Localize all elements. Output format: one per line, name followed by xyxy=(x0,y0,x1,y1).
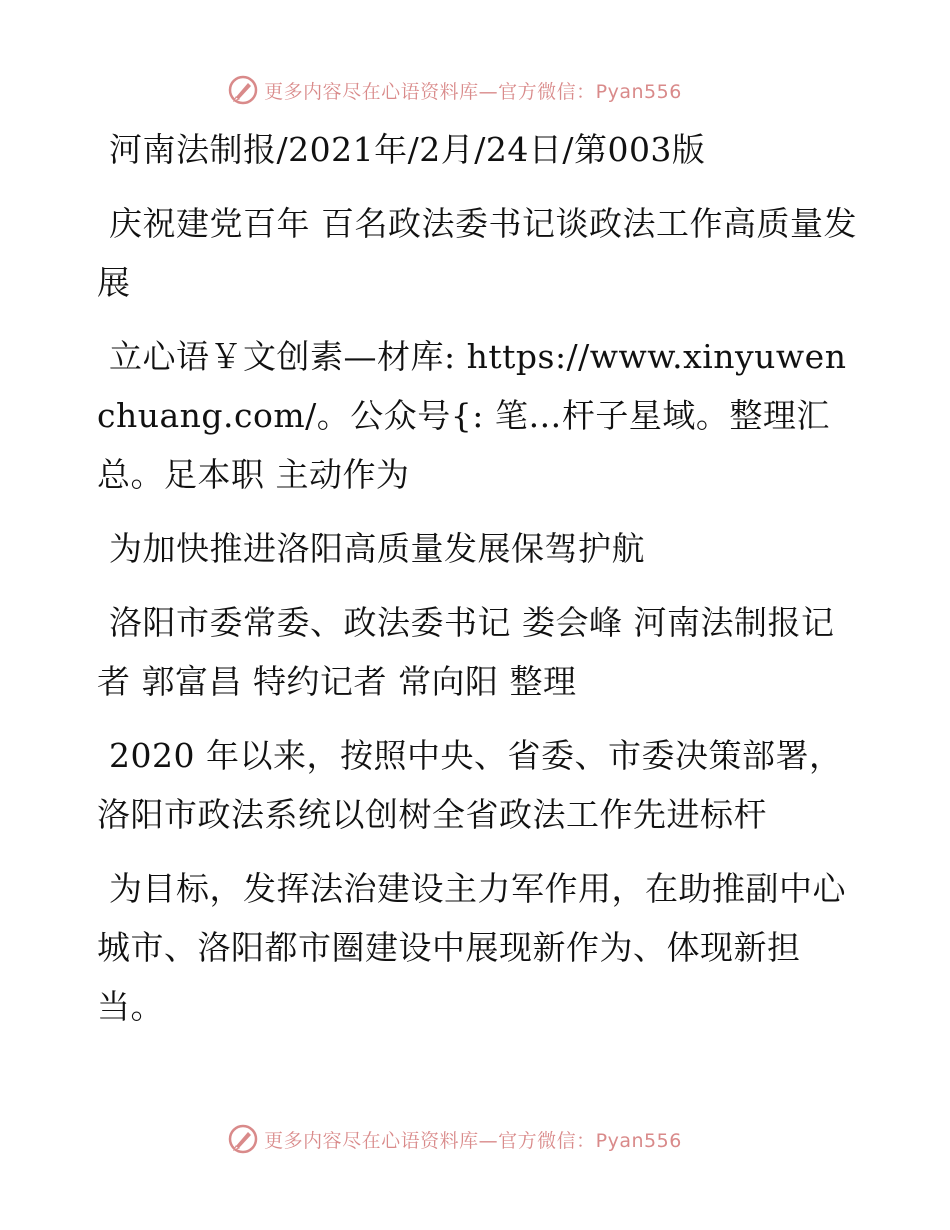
watermark-text: 更多内容尽在心语资料库— xyxy=(264,1129,499,1152)
paragraph-subheadline: 为加快推进洛阳高质量发展保驾护航 xyxy=(109,529,645,568)
paragraph-headline: 庆祝建党百年 百名政法委书记谈政法工作高质量发展 xyxy=(97,204,857,302)
paragraph-source: 河南法制报/2021年/2月/24日/第003版 xyxy=(109,130,706,169)
watermark-wechat: 官方微信：Pyan556 xyxy=(498,1129,682,1152)
paragraph-body-1: 2020 年以来，按照中央、省委、市委决策部署，洛阳市政法系统以创树全省政法工作先进标杆 xyxy=(97,736,843,834)
paragraph-body-2: 为目标，发挥法治建设主力军作用，在助推副中心城市、洛阳都市圈建设中展现新作为、体现新担当。 xyxy=(97,869,846,1026)
pen-logo-icon xyxy=(228,1124,258,1154)
header-watermark xyxy=(0,70,950,110)
paragraph-byline: 洛阳市委常委、政法委书记 娄会峰 河南法制报记者 郭富昌 特约记者 常向阳 整理 xyxy=(97,603,835,701)
pen-logo-icon xyxy=(228,75,258,105)
footer-watermark xyxy=(0,1119,950,1159)
watermark-text: 更多内容尽在心语资料库— xyxy=(264,80,499,103)
document-body xyxy=(97,120,857,1036)
paragraph-notice: 立心语￥文创素—材库: https://www.xinyuwenchuang.com/。公众号{: 笔…杆子星域。整理汇总。足本职 主动作为 xyxy=(97,337,847,494)
watermark-wechat: 官方微信：Pyan556 xyxy=(498,80,682,103)
